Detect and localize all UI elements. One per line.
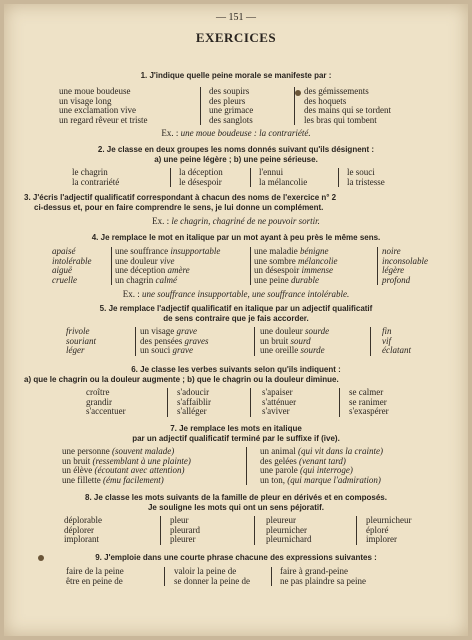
column-divider — [135, 327, 136, 356]
list-item — [260, 476, 383, 486]
exercise-8-subheading: Je souligne les mots qui ont un sens péjoratif. — [147, 503, 325, 512]
list-item — [140, 346, 209, 356]
list-item-italic: vive — [160, 255, 175, 266]
exercise-6-subheading: a) que le chagrin ou la douleur augmente ; b) que le chagrin ou la douleur diminue. — [24, 375, 339, 384]
exercise-4-heading: 4. Je remplace le mot en italique par un mot ayant à peu près le même sens. — [91, 233, 381, 242]
list-item: la mélancolie — [259, 176, 308, 187]
list-item: la contrariété — [72, 176, 120, 187]
list-item-italic: (qui vit dans la crainte) — [298, 446, 383, 456]
exercise-4-column-1 — [52, 247, 92, 285]
exercise-6-column-4 — [349, 388, 389, 417]
list-item-text: une peine — [254, 274, 291, 285]
list-item: s'accentuer — [86, 406, 126, 416]
exercise-2-column-2 — [179, 168, 223, 187]
list-item: intolérable — [52, 255, 92, 266]
list-item-text: une personne — [62, 446, 112, 456]
exercise-9-column-2 — [174, 567, 250, 586]
list-item-text: une souffrance — [115, 246, 171, 256]
list-item: pleurer — [170, 534, 196, 544]
list-item-text: une douleur — [115, 255, 160, 266]
exercise-1-heading: 1. J'indique quelle peine morale se manifeste par : — [140, 71, 332, 80]
list-item: ne pas plaindre sa peine — [280, 575, 366, 586]
list-item: valoir la peine de — [174, 566, 237, 576]
list-item: frivole — [66, 326, 90, 336]
list-item-italic: immense — [301, 265, 333, 275]
list-item-italic: sourde — [300, 345, 325, 355]
list-item-text: un chagrin — [115, 274, 156, 285]
list-item: déplorable — [64, 515, 102, 525]
list-item: inconsolable — [382, 255, 428, 266]
column-divider — [271, 567, 272, 586]
column-divider — [167, 388, 168, 417]
list-item: se donner la peine de — [174, 575, 250, 586]
list-item-text: une déception — [115, 265, 168, 275]
example-text: une moue boudeuse : la contrariété. — [180, 128, 311, 138]
exercise-5-column-4 — [382, 327, 411, 356]
list-item-italic: graves — [184, 335, 209, 346]
exercise-2-subheading: a) une peine légère ; b) une peine sérieuse. — [154, 155, 318, 164]
list-item-text: un bruit — [260, 335, 291, 346]
column-divider — [250, 168, 251, 187]
list-item: un regard rêveur et triste — [59, 114, 148, 125]
exercise-1-column-3 — [304, 87, 391, 125]
list-item: déplorer — [64, 524, 94, 535]
list-item-text: des pensées — [140, 335, 185, 346]
list-item-italic: grave — [176, 326, 197, 336]
list-item-italic: (qui interroge) — [299, 465, 353, 475]
list-item: la tristesse — [347, 176, 385, 187]
list-item: fin — [382, 326, 392, 336]
list-item-italic: (écoutant avec attention) — [94, 465, 185, 475]
list-item: des mains qui se tordent — [304, 105, 391, 115]
list-item: souriant — [66, 335, 97, 346]
column-divider — [246, 447, 247, 485]
exercise-8-column-1 — [64, 516, 102, 545]
exercise-5-heading: 5. Je remplace l'adjectif qualificatif en italique par un adjectif qualificatif — [99, 304, 373, 313]
list-item: une moue boudeuse — [59, 86, 131, 96]
list-item-text: un animal — [260, 446, 298, 456]
list-item: s'apaiser — [262, 387, 293, 397]
list-item: noire — [382, 246, 401, 256]
exercise-5-column-2 — [140, 327, 209, 356]
book-page — [4, 4, 468, 636]
list-item-italic: (ressemblant à une plainte) — [92, 455, 191, 466]
list-item: des soupirs — [209, 86, 250, 96]
list-item: légère — [382, 265, 405, 275]
column-divider — [254, 516, 255, 545]
list-item: s'exaspérer — [349, 406, 389, 416]
list-item-text: une sombre — [254, 255, 298, 266]
list-item-text: une fillette — [62, 474, 103, 485]
list-item: une grimace — [209, 105, 254, 115]
list-item-italic: (ému facilement) — [102, 474, 164, 485]
page-title: EXERCICES — [195, 30, 277, 45]
list-item: aiguë — [52, 265, 72, 275]
list-item: une exclamation vive — [59, 105, 136, 115]
list-item-italic: insupportable — [170, 246, 221, 256]
list-item-italic: sourd — [290, 335, 311, 346]
column-divider — [250, 388, 251, 417]
list-item: l'ennui — [259, 167, 284, 177]
column-divider — [377, 247, 378, 285]
list-item-text: un désespoir — [254, 265, 302, 275]
list-item-text: un ton, — [260, 474, 288, 485]
list-item: être en peine de — [66, 575, 123, 586]
list-item: pleur — [170, 515, 189, 525]
exercise-7-column-1 — [62, 447, 191, 485]
exercise-3-subheading: ci-dessus et, pour en faire comprendre le sens, je lui donne un complément. — [34, 203, 324, 212]
list-item: le chagrin — [72, 167, 108, 177]
exercise-4-column-3 — [254, 247, 338, 285]
list-item — [62, 476, 191, 486]
list-item: léger — [66, 345, 85, 355]
exercise-3-heading: 3. J'écris l'adjectif qualificatif correspondant à chacun des noms de l'exercice n° 2 — [24, 193, 337, 202]
list-item: s'aviver — [262, 406, 290, 416]
exercise-8-column-2 — [170, 516, 200, 545]
list-item-italic: bénigne — [299, 246, 329, 256]
list-item: se ranimer — [349, 396, 387, 407]
example-text: une souffrance insupportable, une souffrance intolérable. — [142, 289, 350, 299]
exercise-9-column-3 — [280, 567, 366, 586]
exercise-6-column-3 — [262, 388, 296, 417]
list-item: s'adoucir — [177, 387, 210, 397]
exercise-9-column-1 — [66, 567, 124, 586]
exercise-6-heading: 6. Je classe les verbes suivants selon qu'ils indiquent : — [131, 365, 341, 374]
example-prefix: Ex. : — [122, 289, 140, 299]
exercise-2-column-3 — [259, 168, 307, 187]
column-divider — [356, 516, 357, 545]
column-divider — [339, 388, 340, 417]
list-item: faire de la peine — [66, 566, 124, 576]
list-item: implorant — [64, 534, 99, 544]
list-item: éploré — [366, 524, 389, 535]
list-item: profond — [382, 274, 411, 285]
list-item-italic: (venant tard) — [298, 455, 346, 466]
list-item-italic: durable — [290, 274, 319, 285]
column-divider — [250, 247, 251, 285]
exercise-5-column-1 — [66, 327, 96, 356]
example-prefix: Ex. : — [152, 216, 170, 226]
column-divider — [200, 87, 201, 125]
list-item: s'alléger — [177, 406, 207, 416]
list-item: des sanglots — [209, 114, 253, 125]
list-item-italic: (qui marque l'admiration) — [287, 474, 381, 485]
list-item: grandir — [86, 396, 112, 407]
example-text: le chagrin, chagriné de ne pouvoir sortir. — [171, 216, 320, 226]
list-item: vif — [382, 335, 391, 346]
ink-spot — [295, 90, 301, 96]
column-divider — [160, 516, 161, 545]
list-item: pleureur — [266, 515, 296, 525]
list-item-italic: calmé — [155, 274, 177, 285]
list-item: s'affaiblir — [177, 396, 211, 407]
list-item — [260, 346, 329, 356]
list-item-text: une parole — [260, 465, 300, 475]
exercise-7-column-2 — [260, 447, 383, 485]
exercise-3-example — [4, 216, 468, 226]
exercise-1-column-2 — [209, 87, 253, 125]
list-item: s'atténuer — [262, 396, 297, 407]
column-divider — [370, 327, 371, 356]
exercise-8-column-3 — [266, 516, 311, 545]
exercise-4-column-2 — [115, 247, 220, 285]
exercise-2-heading: 2. Je classe en deux groupes les noms donnés suivant qu'ils désignent : — [97, 145, 375, 154]
list-item-italic: mélancolie — [298, 255, 338, 266]
list-item: des pleurs — [209, 95, 246, 106]
column-divider — [111, 247, 112, 285]
exercise-2-column-1 — [72, 168, 119, 187]
list-item: pleurnichard — [266, 534, 312, 544]
list-item: la déception — [179, 167, 223, 177]
list-item: cruelle — [52, 274, 77, 285]
list-item-text: un souci — [140, 345, 173, 355]
exercise-4-column-4 — [382, 247, 428, 285]
list-item-text: une maladie — [254, 246, 300, 256]
list-item: pleurard — [170, 524, 200, 535]
list-item: le souci — [347, 167, 375, 177]
list-item: pleurnicheur — [366, 515, 412, 525]
column-divider — [170, 168, 171, 187]
list-item: croître — [86, 387, 110, 397]
list-item: les bras qui tombent — [304, 114, 377, 125]
list-item: se calmer — [349, 387, 384, 397]
list-item-text: une douleur — [260, 326, 305, 336]
list-item: pleurnicher — [266, 524, 307, 535]
list-item: faire à grand-peine — [280, 566, 348, 576]
exercise-8-heading: 8. Je classe les mots suivants de la famille de pleur en dérivés et en composés. — [85, 493, 387, 502]
list-item-text: des gelées — [260, 455, 299, 466]
list-item-text: un visage — [140, 326, 177, 336]
exercise-1-column-1 — [59, 87, 147, 125]
list-item-italic: amère — [167, 265, 190, 275]
list-item — [254, 276, 338, 286]
exercise-7-heading: 7. Je remplace les mots en italique — [170, 424, 302, 433]
exercise-7-subheading: par un adjectif qualificatif terminé par le suffixe if (ive). — [132, 434, 340, 443]
list-item-italic: grave — [172, 345, 193, 355]
page-number: — 151 — — [216, 12, 256, 23]
list-item: éclatant — [382, 345, 411, 355]
list-item: implorer — [366, 534, 397, 544]
exercise-6-column-2 — [177, 388, 211, 417]
list-item: apaisé — [52, 246, 76, 256]
column-divider — [164, 567, 165, 586]
list-item — [115, 276, 220, 286]
exercise-5-subheading: de sens contraire que je fais accorder. — [163, 314, 309, 323]
list-item: des hoquets — [304, 95, 347, 106]
exercise-2-column-4 — [347, 168, 385, 187]
list-item: le désespoir — [179, 176, 222, 187]
exercise-4-example — [4, 289, 468, 299]
exercise-6-column-1 — [86, 388, 126, 417]
list-item-text: un bruit — [62, 455, 93, 466]
column-divider — [254, 327, 255, 356]
exercise-8-column-4 — [366, 516, 411, 545]
list-item-italic: (souvent malade) — [111, 446, 175, 456]
exercise-1-example — [4, 128, 468, 138]
list-item-text: une oreille — [260, 345, 301, 355]
example-prefix: Ex. : — [161, 128, 179, 138]
exercise-9-heading: 9. J'emploie dans une courte phrase chacune des expressions suivantes : — [95, 553, 377, 562]
list-item-italic: sourde — [305, 326, 330, 336]
list-item: un visage long — [59, 95, 112, 106]
exercise-5-column-3 — [260, 327, 329, 356]
list-item: des gémissements — [304, 86, 369, 96]
column-divider — [338, 168, 339, 187]
list-item-text: un élève — [62, 465, 95, 475]
